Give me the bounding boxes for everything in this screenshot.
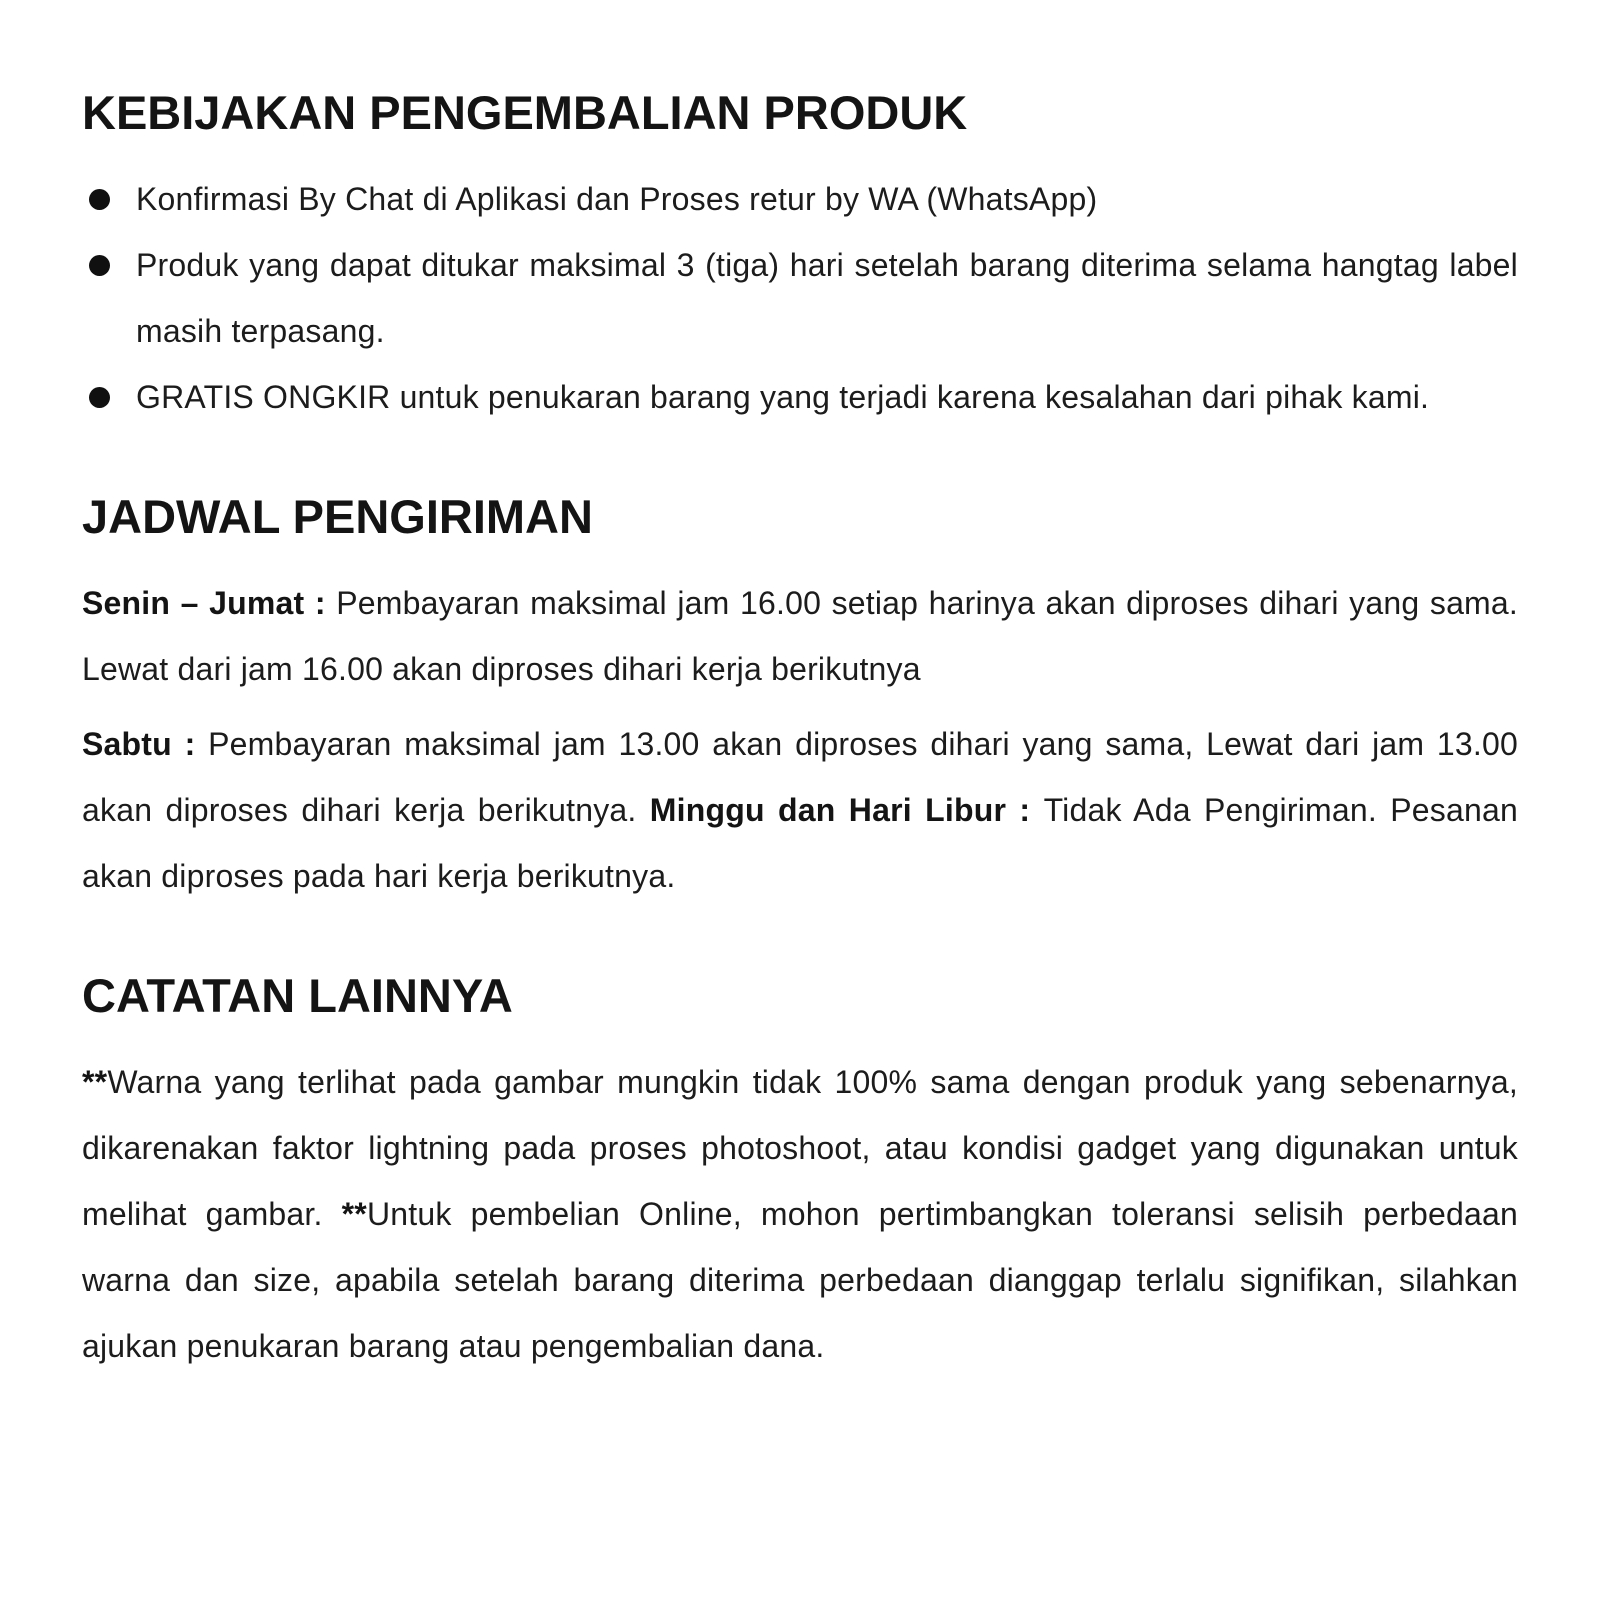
section-title-jadwal-pengiriman: JADWAL PENGIRIMAN bbox=[82, 490, 593, 543]
shipping-schedule-weekday-paragraph bbox=[82, 570, 1518, 702]
list-item-text: Produk yang dapat ditukar maksimal 3 (tiga) hari setelah barang diterima selama hangtag label masih terpasang. bbox=[136, 247, 1518, 349]
section-title-kebijakan-pengembalian: KEBIJAKAN PENGEMBALIAN PRODUK bbox=[82, 86, 968, 139]
paragraph-bold-segment: Sabtu : bbox=[82, 726, 209, 762]
section-title-catatan-lainnya: CATATAN LAINNYA bbox=[82, 969, 513, 1022]
paragraph-text-segment: Pembayaran maksimal jam 16.00 setiap harinya akan diproses dihari yang sama. Lewat dari jam 16.00 akan diproses dihari kerja berikutnya bbox=[82, 585, 1519, 687]
bullet-icon bbox=[89, 189, 110, 210]
other-notes-paragraph bbox=[82, 1049, 1518, 1379]
paragraph-bold-segment: ** bbox=[341, 1196, 367, 1232]
paragraph-bold-segment: ** bbox=[82, 1064, 108, 1100]
list-item-text: GRATIS ONGKIR untuk penukaran barang yang terjadi karena kesalahan dari pihak kami. bbox=[136, 379, 1430, 415]
paragraph-text-segment: Untuk pembelian Online, mohon pertimbangkan toleransi selisih perbedaan warna dan size, apabila setelah barang diterima perbedaan dianggap terlalu signifikan, silahkan ajukan penukaran barang atau pengembalian dana. bbox=[82, 1196, 1519, 1364]
bullet-icon bbox=[89, 387, 110, 408]
paragraph-text-segment: Warna yang terlihat pada gambar mungkin tidak 100% sama dengan produk yang sebenarnya, dikarenakan faktor lightning pada proses photoshoot, atau kondisi gadget yang digunakan untuk melihat gambar. bbox=[82, 1064, 1518, 1232]
bullet-icon bbox=[89, 255, 110, 276]
paragraph-text-segment: Pembayaran maksimal jam 13.00 akan diproses dihari yang sama, Lewat dari jam 13.00 akan diproses dihari kerja berikutnya. bbox=[82, 726, 1518, 828]
paragraph-bold-segment: Senin – Jumat : bbox=[82, 585, 337, 621]
list-item-text: Konfirmasi By Chat di Aplikasi dan Proses retur by WA (WhatsApp) bbox=[136, 181, 1098, 217]
list-item bbox=[82, 364, 1518, 430]
paragraph-text-segment: Tidak Ada Pengiriman. Pesanan akan diproses pada hari kerja berikutnya. bbox=[82, 792, 1518, 894]
paragraph-bold-segment: Minggu dan Hari Libur : bbox=[649, 792, 1044, 828]
shipping-schedule-weekend-paragraph bbox=[82, 711, 1518, 909]
list-item bbox=[82, 166, 1518, 232]
return-policy-list bbox=[82, 166, 1518, 430]
list-item bbox=[82, 232, 1518, 364]
